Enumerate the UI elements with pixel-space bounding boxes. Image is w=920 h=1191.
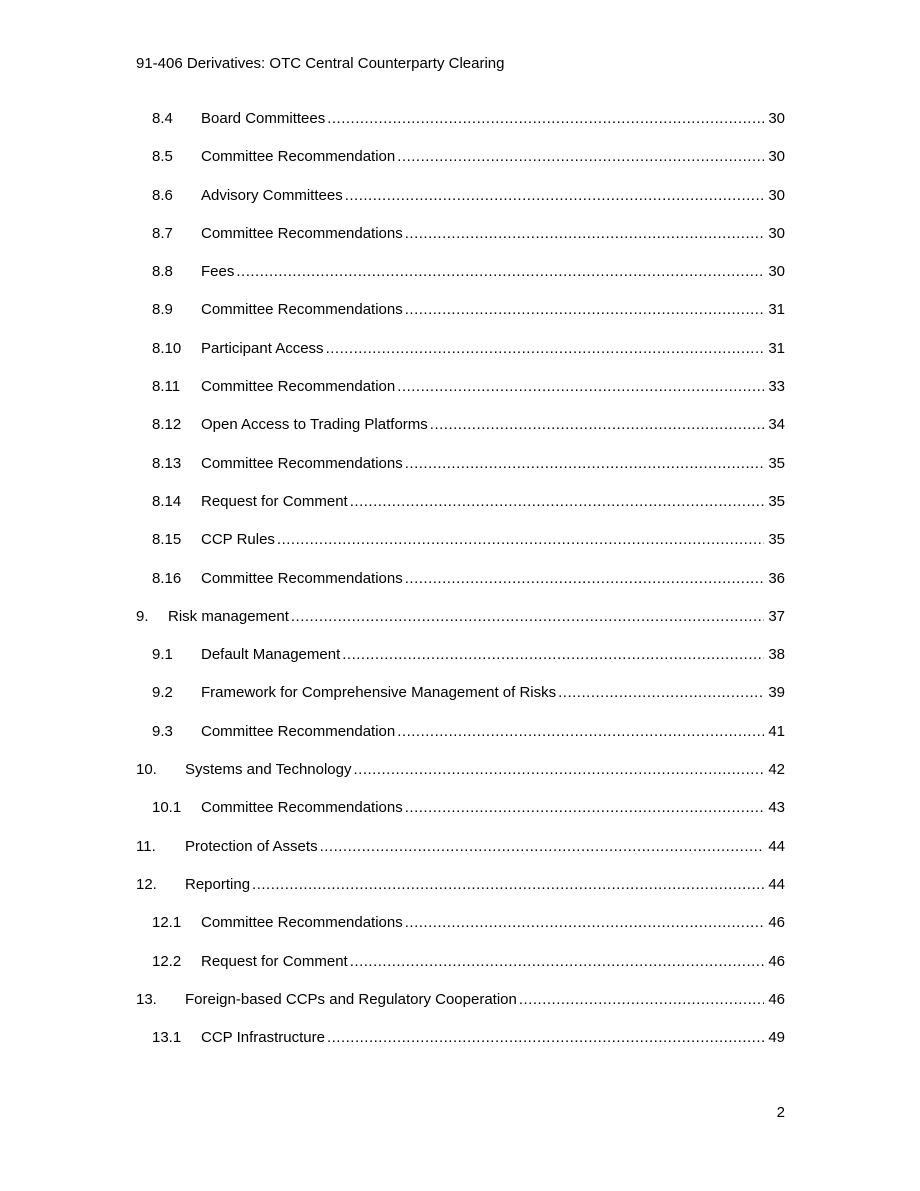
- toc-entry-title[interactable]: Committee Recommendation: [201, 378, 396, 396]
- toc-entry-title[interactable]: Advisory Committees: [201, 186, 343, 204]
- toc-entry-title[interactable]: Board Committees: [201, 110, 326, 127]
- toc-entry[interactable]: [0, 261, 920, 299]
- toc-entry-page[interactable]: 41: [768, 722, 785, 740]
- toc-section-entry[interactable]: [0, 759, 920, 797]
- dot-leader: [326, 338, 765, 360]
- toc-entry-number: 12.: [136, 875, 157, 893]
- toc-section-entry[interactable]: [0, 606, 920, 644]
- toc-entry[interactable]: [0, 338, 920, 376]
- dot-leader: [558, 682, 764, 704]
- toc-entry[interactable]: [0, 146, 920, 184]
- running-header: 91-406 Derivatives: OTC Central Counterparty Clearing: [136, 55, 505, 72]
- toc-entry-number: 8.11: [152, 378, 181, 396]
- toc-entry-number: 8.9: [152, 301, 173, 319]
- dot-leader: [291, 606, 764, 628]
- toc-entry-title[interactable]: Request for Comment: [201, 952, 348, 970]
- toc-entry-title[interactable]: Committee Recommendation: [201, 722, 396, 740]
- toc-entry-title[interactable]: Foreign-based CCPs and Regulatory Cooperation: [185, 990, 517, 1008]
- toc-entry-number: 8.7: [152, 224, 173, 242]
- toc-entry-number: 10.: [136, 761, 157, 779]
- toc-entry-page[interactable]: 38: [768, 646, 785, 664]
- toc-entry-title[interactable]: Committee Recommendations: [201, 301, 403, 319]
- toc-entry-title[interactable]: Reporting: [185, 875, 251, 893]
- toc-entry-page[interactable]: 33: [768, 378, 785, 396]
- dot-leader: [405, 453, 765, 475]
- toc-entry[interactable]: [0, 529, 920, 567]
- toc-entry-page[interactable]: 49: [768, 1029, 785, 1047]
- toc-entry-page[interactable]: 35: [768, 454, 785, 472]
- toc-entry-number: 11.: [136, 837, 156, 855]
- toc-entry-number: 8.14: [152, 492, 182, 510]
- toc-entry-page[interactable]: 42: [768, 761, 785, 779]
- toc-entry[interactable]: [0, 682, 920, 720]
- table-of-contents: [0, 108, 920, 1065]
- dot-leader: [342, 644, 764, 666]
- toc-entry-title[interactable]: Committee Recommendation: [201, 148, 396, 166]
- dot-leader: [397, 146, 764, 168]
- toc-entry-number: 8.5: [152, 148, 173, 166]
- toc-entry-page[interactable]: 30: [768, 148, 785, 166]
- dot-leader: [327, 108, 764, 130]
- toc-entry-page[interactable]: 34: [768, 416, 785, 434]
- toc-entry-title[interactable]: Framework for Comprehensive Management of Risks: [201, 684, 557, 702]
- toc-entry-number: 9.1: [152, 646, 173, 664]
- toc-entry-page[interactable]: 30: [768, 186, 785, 204]
- toc-entry-number: 12.1: [152, 914, 182, 932]
- toc-entry-number: 8.8: [152, 263, 173, 281]
- dot-leader: [327, 1027, 764, 1049]
- toc-entry-title[interactable]: Protection of Assets: [185, 837, 318, 855]
- toc-entry-number: 8.16: [152, 569, 182, 587]
- toc-entry[interactable]: [0, 414, 920, 452]
- toc-entry-number: 8.10: [152, 339, 182, 357]
- toc-entry-page[interactable]: 31: [768, 301, 785, 319]
- dot-leader: [397, 376, 764, 398]
- toc-entry[interactable]: [0, 185, 920, 223]
- toc-entry-page[interactable]: 37: [768, 607, 785, 625]
- toc-entry-page[interactable]: 35: [768, 492, 785, 510]
- toc-entry[interactable]: [0, 951, 920, 989]
- toc-entry-number: 9.: [136, 607, 149, 625]
- dot-leader: [277, 529, 764, 551]
- dot-leader: [354, 759, 765, 781]
- toc-entry-number: 12.2: [152, 952, 182, 970]
- dot-leader: [320, 836, 765, 858]
- dot-leader: [519, 989, 764, 1011]
- dot-leader: [350, 491, 765, 513]
- toc-entry-number: 8.12: [152, 416, 182, 434]
- toc-entry-number: 13.1: [152, 1029, 182, 1047]
- dot-leader: [430, 414, 765, 436]
- toc-entry-page[interactable]: 46: [768, 914, 785, 932]
- toc-entry-title[interactable]: Fees: [201, 263, 235, 281]
- toc-entry-number: 13.: [136, 990, 157, 1008]
- toc-entry-title[interactable]: Committee Recommendations: [201, 799, 403, 817]
- toc-entry[interactable]: [0, 797, 920, 835]
- toc-entry[interactable]: [0, 912, 920, 950]
- toc-entry[interactable]: [0, 108, 920, 146]
- toc-entry-page[interactable]: 30: [768, 110, 785, 127]
- toc-entry-number: 10.1: [152, 799, 182, 817]
- toc-entry[interactable]: [0, 453, 920, 491]
- toc-entry-number: 8.4: [152, 110, 173, 127]
- toc-entry[interactable]: [0, 644, 920, 682]
- dot-leader: [405, 299, 765, 321]
- toc-entry-number: 8.15: [152, 531, 182, 549]
- toc-entry-page[interactable]: 35: [768, 531, 785, 549]
- toc-entry[interactable]: [0, 376, 920, 414]
- toc-section-entry[interactable]: [0, 836, 920, 874]
- toc-entry[interactable]: [0, 223, 920, 261]
- toc-entry-title[interactable]: Committee Recommendations: [201, 454, 403, 472]
- toc-entry[interactable]: [0, 491, 920, 529]
- toc-entry[interactable]: [0, 1027, 920, 1065]
- page-number: 2: [776, 1104, 785, 1121]
- toc-section-entry[interactable]: [0, 989, 920, 1027]
- toc-entry-title[interactable]: Participant Access: [201, 339, 324, 357]
- toc-entry[interactable]: [0, 299, 920, 337]
- dot-leader: [350, 951, 765, 973]
- toc-entry-title[interactable]: Default Management: [201, 646, 341, 664]
- toc-entry-title[interactable]: Systems and Technology: [185, 761, 352, 779]
- toc-entry-page[interactable]: 30: [768, 263, 785, 281]
- dot-leader: [405, 912, 765, 934]
- dot-leader: [236, 261, 764, 283]
- toc-entry-number: 9.2: [152, 684, 173, 702]
- toc-entry-title[interactable]: CCP Rules: [201, 531, 275, 549]
- toc-entry-page[interactable]: 31: [768, 339, 785, 357]
- toc-entry-page[interactable]: 46: [768, 952, 785, 970]
- toc-entry-page[interactable]: 46: [768, 990, 785, 1008]
- toc-entry-page[interactable]: 39: [768, 684, 785, 702]
- toc-entry-title[interactable]: CCP Infrastructure: [201, 1029, 325, 1047]
- toc-entry-page[interactable]: 44: [768, 837, 785, 855]
- toc-entry-page[interactable]: 44: [768, 875, 785, 893]
- dot-leader: [345, 185, 765, 207]
- toc-entry-title[interactable]: Committee Recommendations: [201, 569, 403, 587]
- toc-entry[interactable]: [0, 568, 920, 606]
- dot-leader: [405, 568, 765, 590]
- toc-entry-page[interactable]: 36: [768, 569, 785, 587]
- toc-entry-page[interactable]: 43: [768, 799, 785, 817]
- toc-entry-title[interactable]: Open Access to Trading Platforms: [201, 416, 428, 434]
- dot-leader: [405, 797, 765, 819]
- toc-entry-title[interactable]: Request for Comment: [201, 492, 348, 510]
- toc-entry-title[interactable]: Committee Recommendations: [201, 224, 403, 242]
- toc-entry-number: 9.3: [152, 722, 173, 740]
- toc-entry-title[interactable]: Committee Recommendations: [201, 914, 403, 932]
- toc-entry-title[interactable]: Risk management: [168, 607, 289, 625]
- toc-section-entry[interactable]: [0, 874, 920, 912]
- dot-leader: [405, 223, 765, 245]
- toc-entry-number: 8.6: [152, 186, 173, 204]
- toc-entry[interactable]: [0, 721, 920, 759]
- toc-entry-page[interactable]: 30: [768, 224, 785, 242]
- dot-leader: [252, 874, 764, 896]
- dot-leader: [397, 721, 764, 743]
- toc-entry-number: 8.13: [152, 454, 182, 472]
